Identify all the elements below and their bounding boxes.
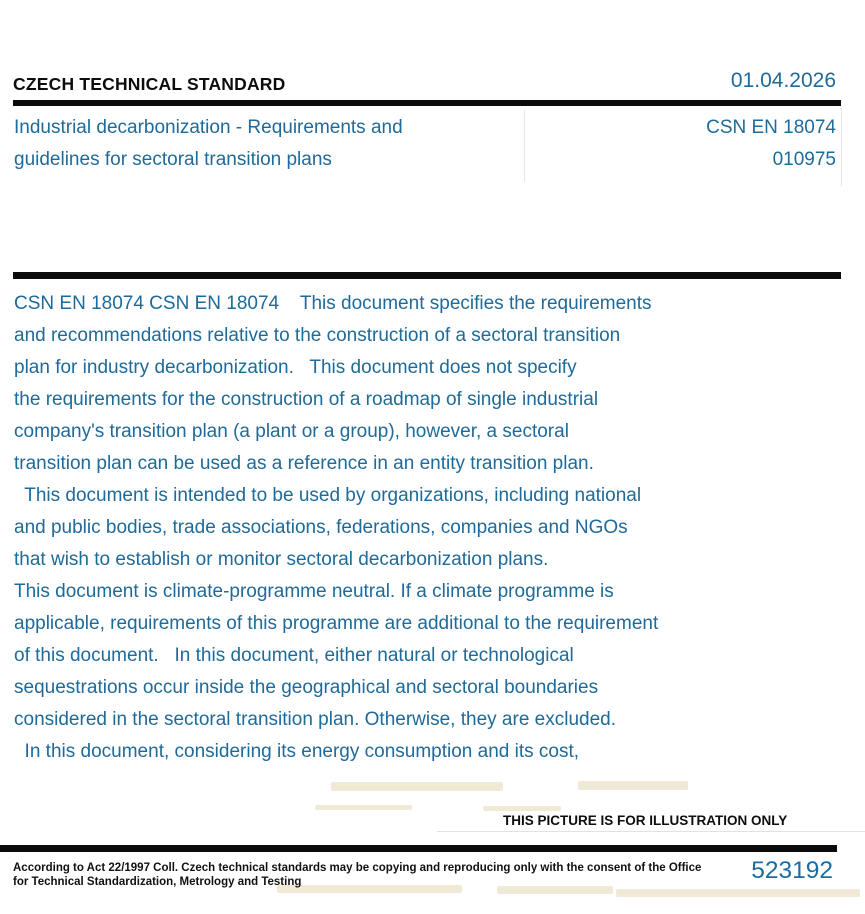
title-block-column-hairline: [524, 110, 525, 182]
document-title-line1: Industrial decarbonization - Requirements and: [14, 117, 403, 138]
header-rule: [13, 100, 841, 106]
illustration-only-note: THIS PICTURE IS FOR ILLUSTRATION ONLY: [503, 813, 788, 828]
footer-legal-line1: According to Act 22/1997 Coll. Czech technical standards may be copying and reproducing only with the consent of the Office: [13, 862, 702, 874]
abstract-line: plan for industry decarbonization. This document does not specify: [14, 357, 577, 378]
class-number: 010975: [772, 149, 836, 170]
abstract-line: of this document. In this document, either natural or technological: [14, 645, 574, 666]
abstract-line: and recommendations relative to the construction of a sectoral transition: [14, 325, 621, 346]
footer-legal-text: [13, 862, 701, 889]
page-title: CZECH TECHNICAL STANDARD: [13, 74, 286, 94]
document-codes: [706, 112, 836, 176]
document-title-line2: guidelines for sectoral transition plans: [14, 149, 332, 170]
faint-watermark-text: [315, 805, 412, 810]
abstract-line: considered in the sectoral transition plan. Otherwise, they are excluded.: [14, 709, 616, 730]
footer-legal-line2: for Technical Standardization, Metrology and Testing: [13, 875, 302, 888]
abstract-text: [14, 288, 658, 768]
faint-watermark-text: [331, 782, 503, 791]
abstract-line: transition plan can be used as a reference in an entity transition plan.: [14, 453, 594, 474]
abstract-line: CSN EN 18074 CSN EN 18074 This document specifies the requirements: [14, 293, 652, 314]
document-title: [14, 112, 403, 176]
abstract-line: and public bodies, trade associations, federations, companies and NGOs: [14, 517, 628, 538]
abstract-line: sequestrations occur inside the geographical and sectoral boundaries: [14, 677, 599, 698]
abstract-line: company's transition plan (a plant or a group), however, a sectoral: [14, 421, 569, 442]
faint-watermark-text: [483, 806, 561, 811]
abstract-line: This document is climate-programme neutral. If a climate programme is: [14, 581, 614, 602]
abstract-rule: [13, 272, 841, 279]
abstract-line: This document is intended to be used by organizations, including national: [14, 485, 642, 506]
abstract-line: In this document, considering its energy consumption and its cost,: [14, 741, 580, 762]
order-number: 523192: [751, 857, 833, 884]
abstract-line: that wish to establish or monitor sectoral decarbonization plans.: [14, 549, 549, 570]
faint-watermark-text: [578, 781, 688, 790]
abstract-line: applicable, requirements of this programme are additional to the requirement: [14, 613, 659, 634]
footer-rule: [0, 845, 837, 852]
standard-code: CSN EN 18074: [706, 117, 836, 138]
abstract-line: the requirements for the construction of a roadmap of single industrial: [14, 389, 599, 410]
illustration-note-hairline: [437, 831, 865, 832]
title-block-edge-hairline: [841, 108, 842, 186]
faint-watermark-text: [616, 889, 860, 897]
effective-date: 01.04.2026: [730, 69, 836, 92]
